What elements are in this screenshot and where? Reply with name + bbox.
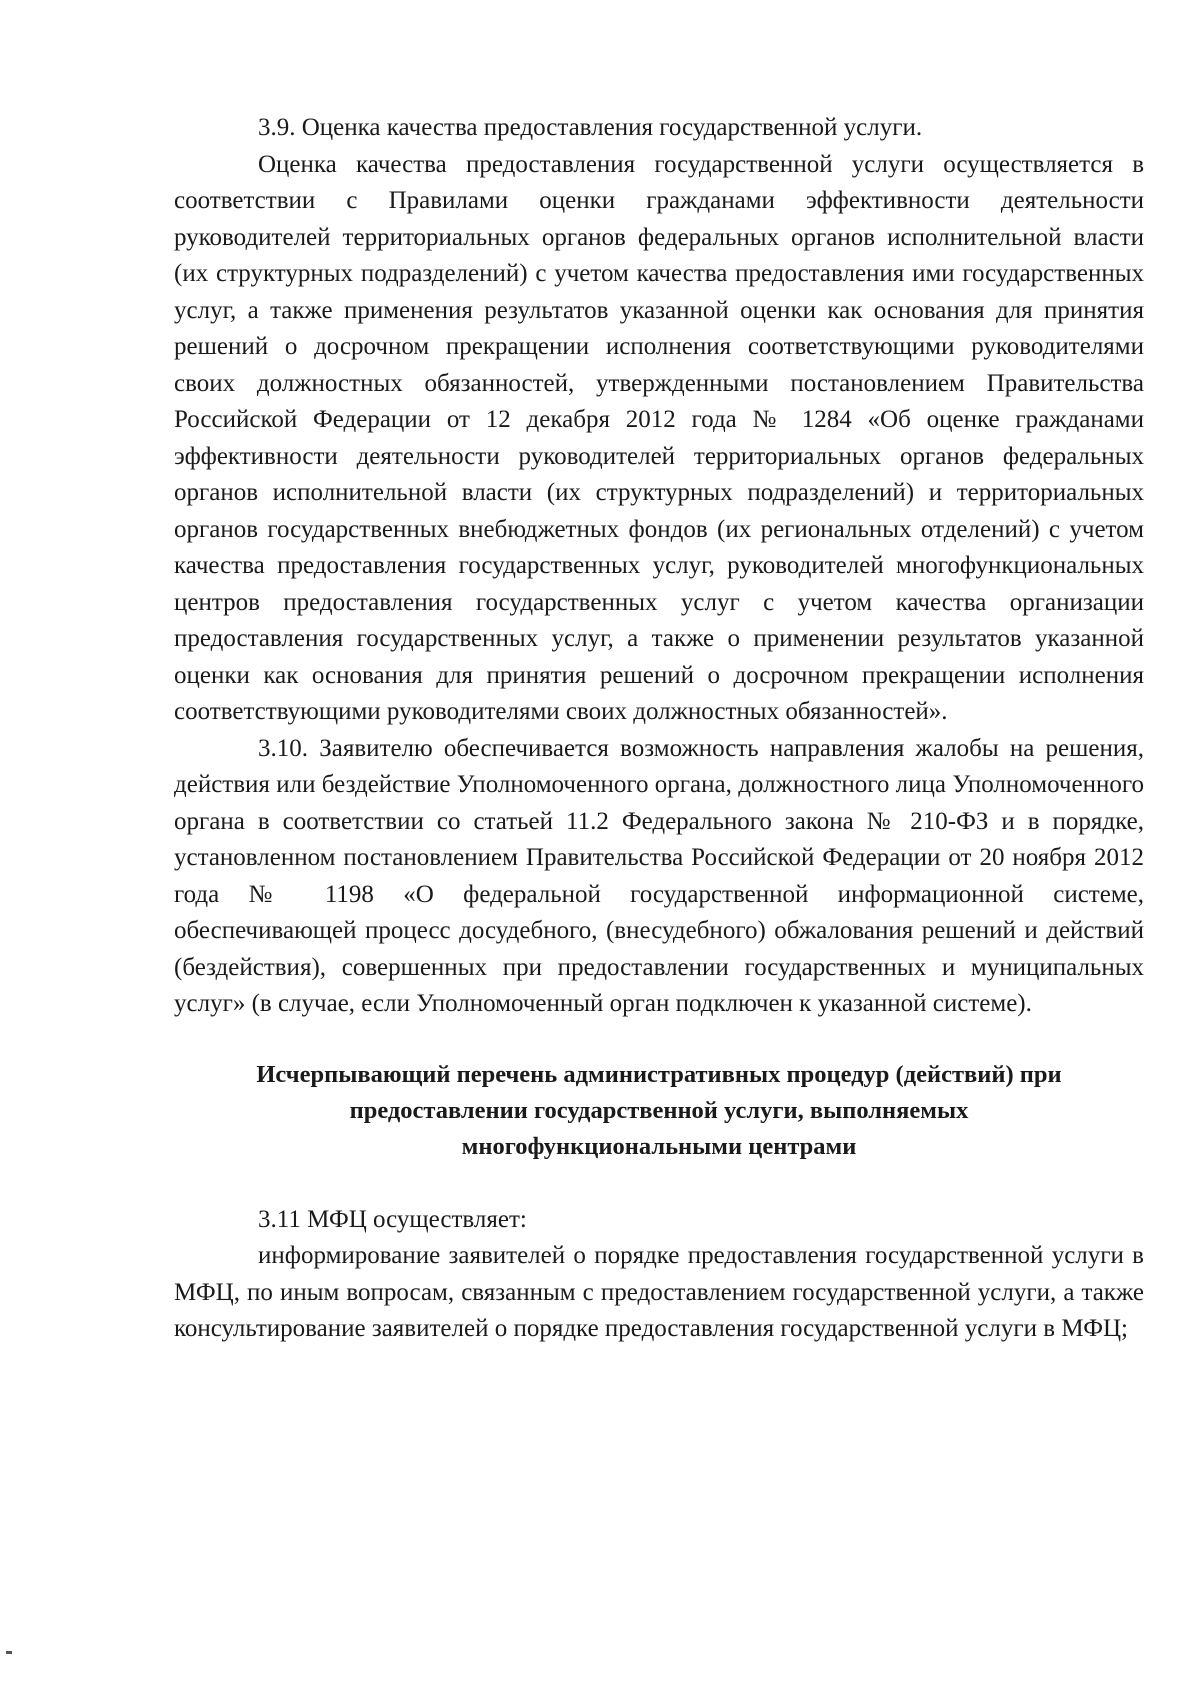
section-heading [174, 1057, 1144, 1165]
section-3-10-body: 3.10. Заявителю обеспечивается возможность направления жалобы на решения, действия или бездействие Уполномоченного органа, должностного лица Уполномоченного органа в соответствии со статьей 11.2 Федерального закона № 210-ФЗ и в порядке, установленном постановлением Правительства Российской Федерации от 20 ноября 2012 года № 1198 «О федеральной государственной информационной системе, обеспечивающей процесс досудебного, (внесудебного) обжалования решений и действий (бездействия), совершенных при предоставлении государственных и муниципальных услуг» (в случае, если Уполномоченный орган подключен к указанной системе). [174, 734, 1144, 1017]
heading-line-3: многофункциональными центрами [461, 1132, 857, 1160]
section-3-11-title: 3.11 МФЦ осуществляет: [258, 1205, 527, 1233]
document-page [174, 110, 1144, 1348]
section-3-11-body: информирование заявителей о порядке предоставления государственной услуги в МФЦ, по иным вопросам, связанным с предоставлением государственной услуги, а также консультирование заявителей о порядке предоставления государственной услуги в МФЦ; [174, 1242, 1144, 1342]
section-3-9-body: Оценка качества предоставления государственной услуги осуществляется в соответствии с Правилами оценки гражданами эффективности деятельности руководителей территориальных органов федеральных органов исполнительной власти (их структурных подразделений) с учетом качества предоставления ими государственных услуг, а также применения результатов указанной оценки как основания для принятия решений о досрочном прекращении исполнения соответствующими руководителями своих должностных обязанностей, утвержденными постановлением Правительства Российской Федерации от 12 декабря 2012 года № 1284 «Об оценке гражданами эффективности деятельности руководителей территориальных органов федеральных органов исполнительной власти (их структурных подразделений) и территориальных органов государственных внебюджетных фондов (их региональных отделений) с учетом качества предоставления государственных услуг, руководителей многофункциональных центров предоставления государственных услуг с учетом качества организации предоставления государственных услуг, а также о применении результатов указанной оценки как основания для принятия решений о досрочном прекращении исполнения соответствующими руководителями своих должностных обязанностей». [174, 150, 1144, 725]
spacer [174, 1165, 1144, 1202]
heading-line-1: Исчерпывающий перечень административных процедур (действий) при [256, 1060, 1062, 1088]
spacer [174, 1023, 1144, 1057]
scan-artifact [6, 1651, 12, 1654]
heading-line-2: предоставлении государственной услуги, выполняемых [349, 1096, 969, 1124]
section-3-9-title: 3.9. Оценка качества предоставления государственной услуги. [258, 114, 923, 141]
